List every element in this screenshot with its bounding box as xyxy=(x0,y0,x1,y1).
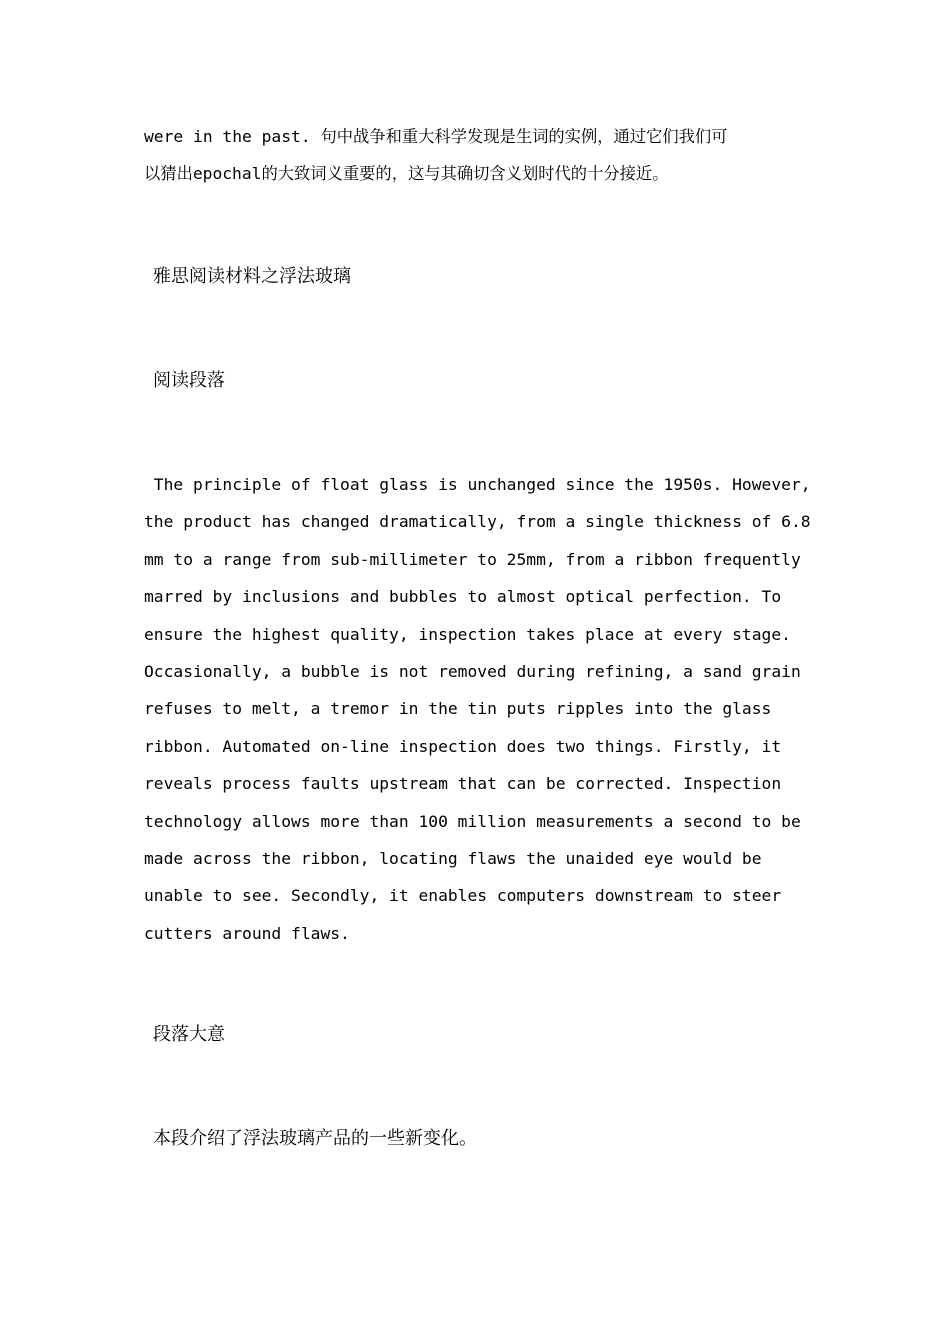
passage-line: refuses to melt, a tremor in the tin puts ripples into the glass xyxy=(144,699,772,719)
intro-line: 以猜出epochal的大致词义重要的，这与其确切含义划时代的十分接近。 xyxy=(144,164,669,184)
passage-line: mm to a range from sub-millimeter to 25mm, from a ribbon frequently xyxy=(144,549,801,569)
passage-line: Occasionally, a bubble is not removed during refining, a sand grain xyxy=(144,662,801,682)
passage-line: unable to see. Secondly, it enables computers downstream to steer xyxy=(144,886,782,906)
passage-line: The principle of float glass is unchanged since the 1950s. However, xyxy=(144,475,811,494)
passage-line: reveals process faults upstream that can be corrected. Inspection xyxy=(144,774,782,794)
passage-line: ensure the highest quality, inspection takes place at every stage. xyxy=(144,624,791,644)
passage-line: ribbon. Automated on-line inspection does two things. Firstly, it xyxy=(144,736,782,756)
summary-text: 本段介绍了浮法玻璃产品的一些新变化。 xyxy=(153,1128,477,1149)
passage-line: marred by inclusions and bubbles to almost optical perfection. To xyxy=(144,587,782,607)
intro-paragraph xyxy=(144,118,804,193)
passage-line: technology allows more than 100 million measurements a second to be xyxy=(144,811,801,831)
intro-line: were in the past. 句中战争和重大科学发现是生词的实例，通过它们我们可 xyxy=(144,127,728,146)
passage-line: the product has changed dramatically, from a single thickness of 6.8 xyxy=(144,512,811,532)
passage-line: made across the ribbon, locating flaws the unaided eye would be xyxy=(144,849,762,869)
reading-passage xyxy=(144,466,811,952)
article-title: 雅思阅读材料之浮法玻璃 xyxy=(153,266,351,287)
section-heading: 阅读段落 xyxy=(153,370,225,391)
passage-line: cutters around flaws. xyxy=(144,923,350,943)
summary-heading: 段落大意 xyxy=(153,1024,225,1045)
